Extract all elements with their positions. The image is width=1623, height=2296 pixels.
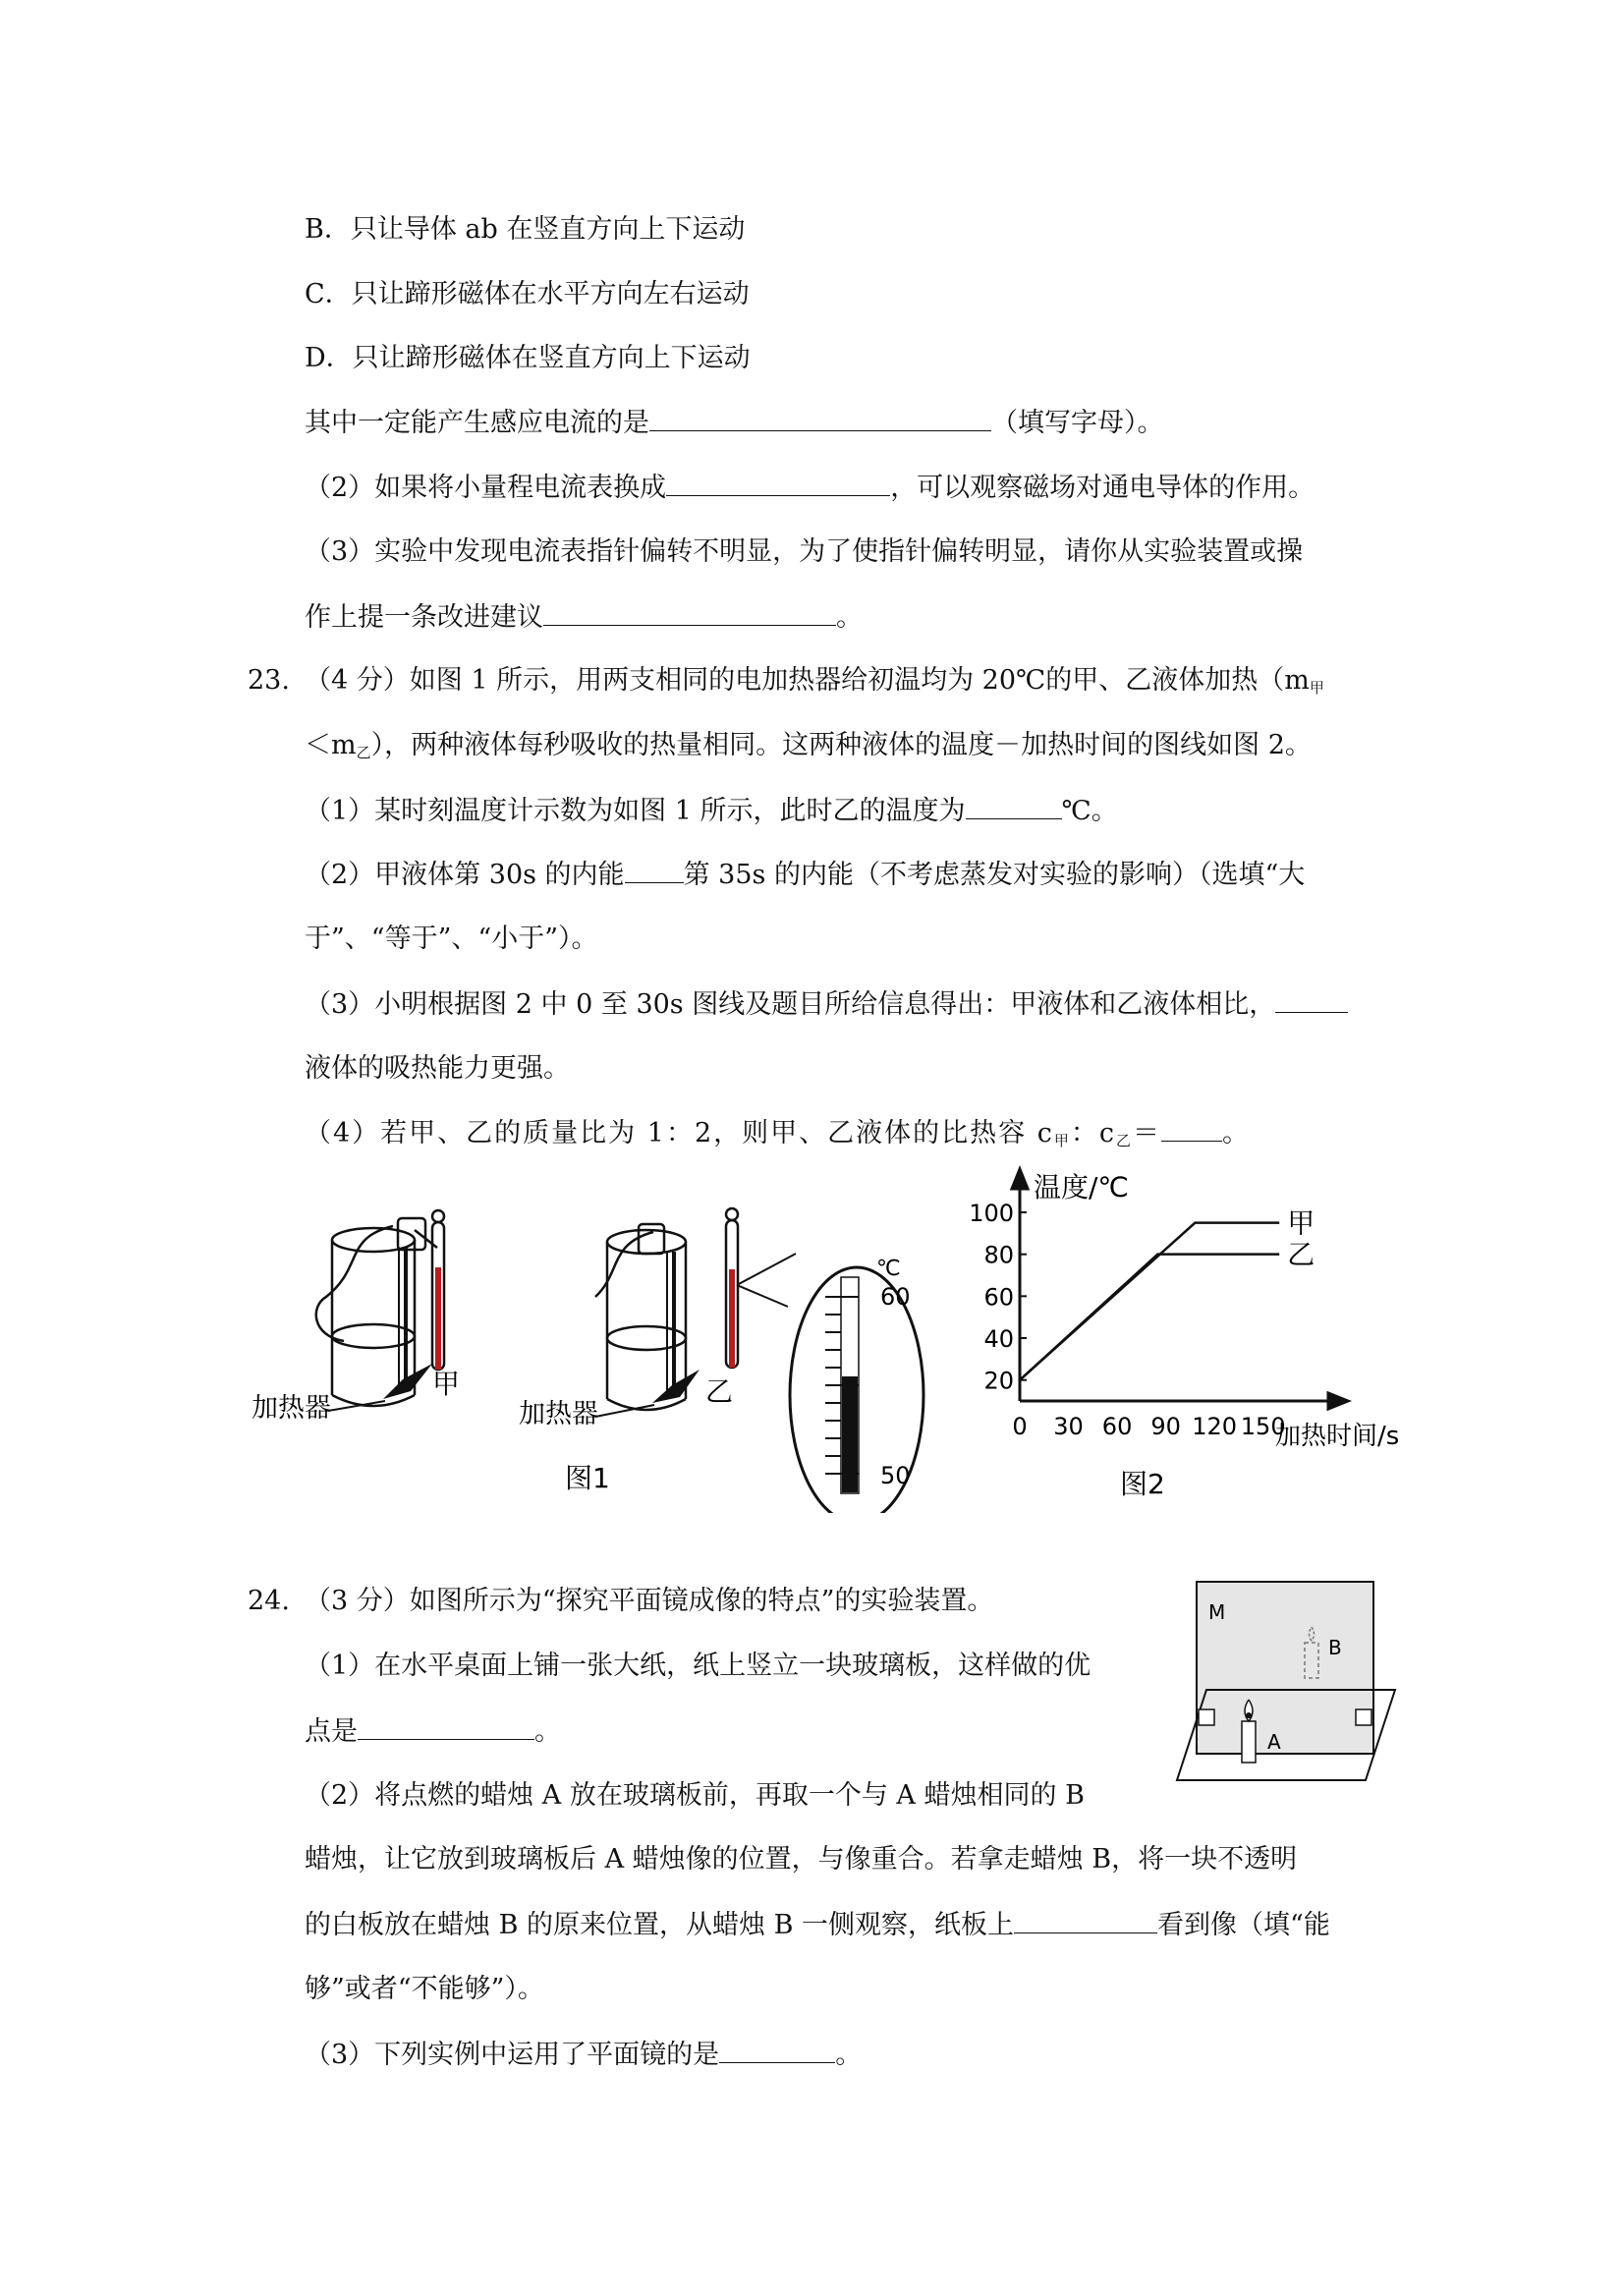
q23-part2-blank[interactable] (625, 855, 684, 883)
x-tick-label: 90 (1150, 1413, 1181, 1440)
q24-part3 (305, 2035, 862, 2075)
q23-part3-text: （3）小明根据图 2 中 0 至 30s 图线及题目所给信息得出：甲液体和乙液体相比， (305, 989, 1276, 1020)
q24-part1-text: 点是 (305, 1716, 358, 1747)
q22-part2 (305, 468, 1315, 508)
q24-part2-text: 的白板放在蜡烛 B 的原来位置，从蜡烛 B 一侧观察，纸板上 (305, 1910, 1015, 1940)
x-tick-label: 150 (1240, 1413, 1286, 1440)
q24-part2-blank[interactable] (1014, 1905, 1157, 1933)
series-line-yi (1020, 1255, 1279, 1380)
q24-intro: （3 分）如图所示为“探究平面镜成像的特点”的实验装置。 (305, 1586, 994, 1616)
q23-sub-jia: 甲 (1309, 679, 1324, 697)
q22-question-line (305, 403, 1164, 443)
series-label-jia: 甲 (1287, 1206, 1315, 1240)
series-line-jia (1020, 1223, 1279, 1380)
q23-part2 (305, 855, 1305, 895)
q23-part4 (305, 1113, 1251, 1160)
q22-part3-line2 (305, 597, 863, 638)
x-tick-label: 120 (1192, 1413, 1238, 1440)
thermo-unit: ℃ (876, 1257, 901, 1281)
q23-part2-suffix: 第 35s 的内能（不考虑蒸发对实验的影响）（选填“大 (683, 860, 1306, 890)
q24-part2-line2: 蜡烛，让它放到玻璃板后 A 蜡烛像的位置，与像重合。若拿走蜡烛 B，将一块不透明 (305, 1844, 1298, 1875)
q23-part4-sub-yi: 乙 (1115, 1132, 1133, 1149)
q23-number: 23. (248, 665, 290, 696)
q23-intro2-post: ），两种液体每秒吸收的热量相同。这两种液体的温度－加热时间的图线如图 2。 (370, 730, 1312, 760)
x-tick-label: 60 (1101, 1413, 1133, 1440)
label-jia: 甲 (432, 1368, 461, 1400)
q23-part3-blank[interactable] (1275, 984, 1348, 1013)
heater-label-right: 加热器 (519, 1399, 598, 1429)
y-tick-label: 60 (983, 1283, 1014, 1312)
y-tick-label: 20 (983, 1367, 1014, 1395)
q23-part2-line2: 于”、“等于”、“小于”）。 (305, 924, 598, 954)
figure2-caption: 图2 (1120, 1468, 1165, 1500)
chart-axes (1012, 1169, 1348, 1409)
chart-ylabel: 温度/℃ (1034, 1171, 1129, 1204)
x-tick-label: 30 (1053, 1413, 1084, 1440)
beaker-right (595, 1224, 686, 1410)
thermometer-right (726, 1208, 738, 1368)
q22-part3-line1: （3）实验中发现电流表指针偏转不明显，为了使指针偏转明显，请你从实验装置或操 (305, 536, 1304, 567)
q23-part4-suffix: 。 (1221, 1118, 1251, 1148)
y-tick-label: 100 (969, 1200, 1014, 1227)
q22-option-c: C．只让蹄形磁体在水平方向左右运动 (305, 279, 750, 309)
q24-part3-blank[interactable] (719, 2035, 835, 2063)
q24-part3-text: （3）下列实例中运用了平面镜的是 (305, 2040, 720, 2070)
figure1-caption: 图1 (565, 1462, 610, 1494)
y-tick-label: 40 (983, 1325, 1014, 1353)
q23-sub-yi: 乙 (356, 744, 371, 761)
q23-intro-text: （4 分）如图 1 所示，用两支相同的电加热器给初温均为 20℃的甲、乙液体加热（m (305, 665, 1310, 696)
q24-part1-line2 (305, 1711, 561, 1752)
q23-part4-text: （4）若甲、乙的质量比为 1：2，则甲、乙液体的比热容 c (305, 1118, 1054, 1148)
q23-intro-line1 (305, 661, 1324, 707)
q23-part1-suffix: ℃。 (1061, 796, 1118, 826)
q22-answer-blank[interactable] (649, 403, 991, 431)
label-a: A (1267, 1730, 1281, 1754)
q22-part3-suffix: 。 (836, 602, 863, 633)
q24-part1-line1: （1）在水平桌面上铺一张大纸，纸上竖立一块玻璃板，这样做的优 (305, 1651, 1091, 1681)
chart-xlabel: 加热时间/s (1275, 1422, 1400, 1451)
q23-part4-blank[interactable] (1161, 1113, 1222, 1142)
q22-part2-suffix: ，可以观察磁场对通电导体的作用。 (890, 473, 1315, 503)
q22-question-text: 其中一定能产生感应电流的是 (305, 408, 649, 438)
q23-part3-line1 (305, 984, 1348, 1025)
q23-part1-text: （1）某时刻温度计示数为如图 1 所示，此时乙的温度为 (305, 796, 966, 826)
label-b: B (1328, 1636, 1342, 1659)
q24-part2-line1: （2）将点燃的蜡烛 A 放在玻璃板前，再取一个与 A 蜡烛相同的 B (305, 1780, 1085, 1811)
q24-part2-line3 (305, 1905, 1330, 1945)
thermometer-left (432, 1210, 444, 1370)
q24-number: 24. (248, 1586, 290, 1616)
thermo-label-60: 60 (880, 1283, 911, 1311)
q23-part4-eq: ＝ (1132, 1118, 1161, 1148)
label-m: M (1208, 1600, 1226, 1624)
q22-option-d: D．只让蹄形磁体在竖直方向上下运动 (305, 343, 751, 373)
q22-option-b: B．只让导体 ab 在竖直方向上下运动 (305, 214, 746, 245)
q22-part3-blank[interactable] (543, 597, 836, 626)
q24-part2-suffix: 看到像（填“能 (1157, 1910, 1330, 1940)
q24-part1-suffix: 。 (534, 1716, 561, 1747)
label-yi: 乙 (705, 1375, 734, 1408)
q22-part2-blank[interactable] (666, 468, 890, 496)
series-label-yi: 乙 (1287, 1238, 1315, 1271)
q23-intro2-pre: ＜m (305, 730, 357, 760)
y-tick-label: 80 (983, 1241, 1014, 1269)
q23-part2-text: （2）甲液体第 30s 的内能 (305, 860, 625, 890)
q22-question-suffix: （填写字母）。 (991, 408, 1164, 438)
q22-part3-text: 作上提一条改进建议 (305, 602, 543, 633)
q22-part2-text: （2）如果将小量程电流表换成 (305, 473, 667, 503)
thermo-label-50: 50 (880, 1462, 911, 1489)
q23-intro-line2 (305, 726, 1312, 772)
q23-part4-sub-jia: 甲 (1053, 1132, 1071, 1149)
q23-part4-mid: ：c (1070, 1118, 1116, 1148)
q23-part1-blank[interactable] (966, 791, 1062, 819)
q24-part1-blank[interactable] (358, 1711, 534, 1740)
q23-part1 (305, 791, 1118, 831)
q24-part3-suffix: 。 (835, 2040, 863, 2070)
q24-part2-line4: 够”或者“不能够”）。 (305, 1974, 544, 2004)
mirror-setup-figure (1169, 1572, 1405, 1788)
figure1-apparatus (236, 1159, 943, 1513)
x-tick-label: 0 (1012, 1413, 1028, 1440)
q23-part3-line2: 液体的吸热能力更强。 (305, 1053, 570, 1084)
heater-label-left: 加热器 (252, 1393, 331, 1424)
figure2-chart (953, 1159, 1425, 1513)
